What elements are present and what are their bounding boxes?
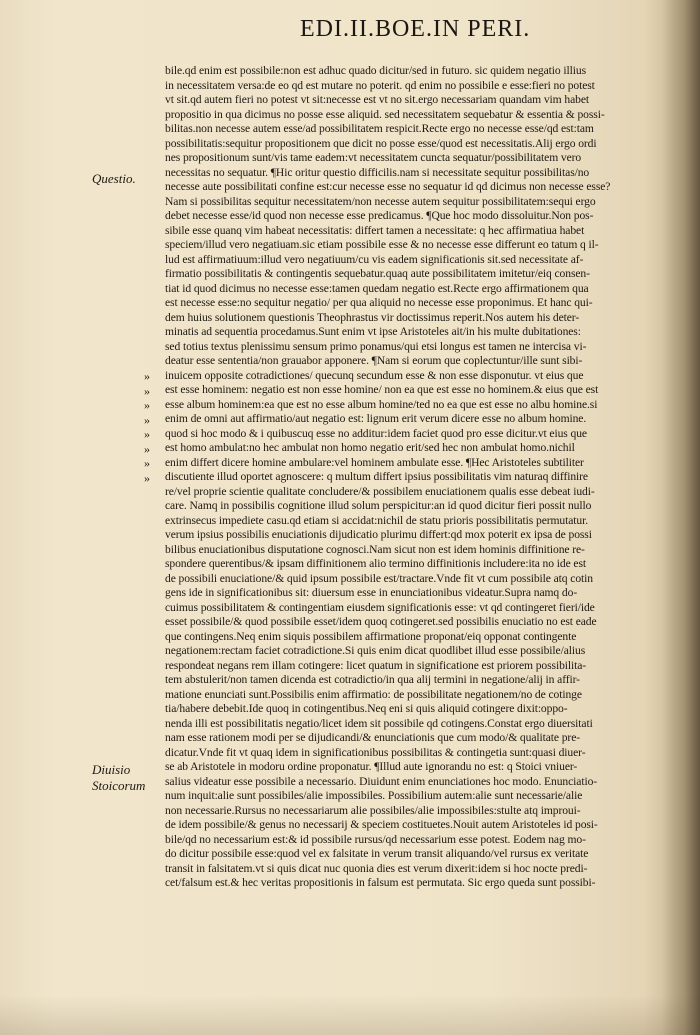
text-line: possibilitatis:sequitur propositionem que dicit no posse esse/quod est necessitatis.Alij ergo ordi: [165, 136, 597, 150]
text-line: re/vel proprie scientie qualitate concludere/& possibilem enuciationem qualis esse debeat iudi-: [165, 484, 595, 498]
text-line: dicatur.Vnde fit vt quaq idem in significationibus possibilitas & contingetia sunt:quasi diuer-: [165, 745, 586, 759]
text-line: bilibus enuciationibus disputatione cognosci.Nam sicut non est idem hominis diffinitione re-: [165, 542, 585, 556]
text-line: extrinsecus impediete casu.qd etiam si accidat:nichil de statu prioris possibilitatis permutatur.: [165, 513, 589, 527]
text-line: lud est affirmatiuum:illud vero negatiuum/cu vis eadem significationis sit.sed necessitate af-: [165, 252, 584, 266]
text-line: de possibili enuciatione/& quid ipsum possibile est/tractare.Vnde fit vt cum possibile atq cotin: [165, 571, 593, 585]
text-line: in necessitatem versa:de eo qd est mutare no poterit. qd enim no possibile e esse:fieri no potest: [165, 78, 595, 92]
text-line: bile.qd enim est possibile:non est adhuc quado dicitur/sed in futuro. sic quidem negatio illius: [165, 64, 587, 77]
text-line: num inquit:alie sunt possibiles/alie impossibiles. Possibilium autem:alie sunt necessarie/alie: [165, 789, 583, 802]
margin-note-questio: Questio.: [92, 171, 136, 186]
text-line: necesse aute possibilitati confine est:cur necesse esse no sequatur id qd dicimus non necesse esse?: [165, 180, 611, 193]
text-line: necessitas no sequatur. ¶Hic oritur questio difficilis.nam si necessitate sequitur possibilitas/no: [165, 165, 590, 179]
text-line: tia/habere debebit.Ide quoq in cotingentibus.Neq eni si quis aliquid cotingere dixit:oppo-: [165, 702, 568, 715]
text-line: que contingens.Neq enim siquis possibilem affirmatione proponat/eiq opponat contingente: [165, 629, 577, 643]
text-line: cuimus possibilitatem & contingentiam eiusdem significationis esse: vt qd contingeret fieri/ide: [165, 600, 595, 614]
quotation-marker: »: [144, 384, 150, 398]
text-line: dem huius solutionem questionis Theophrastus vir doctissimus reperit.Nos autem his deter-: [165, 310, 580, 324]
text-line: inuicem opposite cotradictiones/ quecunq secundum esse & non esse disponutur. vt eius que: [165, 368, 584, 382]
text-line: minatis ad sequentia procedamus.Sunt enim vt ipse Aristoteles ait/in his multe dubitationes:: [165, 325, 581, 338]
text-line: se ab Aristotele in modoru ordine proponatur. ¶Illud aute ignorandu no est: q Stoici vniuer-: [165, 760, 578, 773]
text-line: spondere querentibus/& ipsam diffinitionem alio termino diffinitionis includere:ita no ide est: [165, 557, 586, 570]
quotation-marker: »: [144, 369, 150, 383]
text-line: quod si hoc modo & i quibuscuq esse no additur:idem faciet quod pro esse dicitur.vt eius que: [165, 426, 587, 440]
text-line: nes propositionum sunt/vis tame eadem:vt necessitatem cuncta sequatur/possibilitatem vero: [165, 151, 582, 164]
text-line: speciem/illud vero negatiuam.sic etiam possibile esse & no necesse esse differunt eo tatum q il-: [165, 238, 599, 251]
body-text: [165, 64, 665, 891]
text-line: matione enunciati sunt.Possibilis enim affirmatio: de possibilitate negationem/no de cotinge: [165, 687, 582, 701]
text-line: esset possibile/& quod possibile esset/idem quoq cotingeret.sed possibilis enuciatio no est eade: [165, 615, 597, 628]
text-line: enim de omni aut affirmatio/aut negatio est: lignum erit verum dicere esse no album homine.: [165, 412, 587, 425]
text-line: est esse hominem: negatio est non esse homine/ non ea que est esse no hominem.& eius que est: [165, 383, 599, 396]
text-line: sibile esse quanq vim habeat necessitatis: differt tamen a necessitate: q hec affirmatiua habet: [165, 223, 585, 237]
text-line: enim differt dicere homine ambulare:vel hominem ambulate esse. ¶Hec Aristoteles subtiliter: [165, 455, 584, 469]
text-line: discutiente illud oportet agnoscere: q multum differt ipsius possibilitatis vim naturaq diffinire: [165, 470, 588, 483]
text-line: deatur esse sententia/non grauabor apponere. ¶Nam si eorum que coplectuntur/ille sunt sibi-: [165, 354, 583, 367]
text-line: gens ide in significationibus sit: diuersum esse in enunciationibus videatur.Supra namq do-: [165, 586, 578, 599]
text-line: esse album hominem:ea que est no esse album homine/ted no ea que est esse no albu homine.si: [165, 397, 598, 411]
quotation-marker: »: [144, 398, 150, 412]
text-line: propositio in qua dicimus no posse esse aliquid. sed necessitatem sequebatur & essentia & possi-: [165, 107, 605, 121]
margin-note-diuisio: Diuisio: [92, 762, 131, 777]
text-line: de idem possibile/& genus no necessarij & speciem costituetes.Nouit autem Aristoteles id posi-: [165, 818, 598, 831]
text-line: respondeat negans rem illam cotingere: licet quatum in significatione est priorem possibilita-: [165, 658, 587, 672]
quotation-marker: »: [144, 456, 150, 470]
text-line: nenda illi est possibilitatis negatio/licet idem sit possibile qd cotingens.Constat ergo diuersitati: [165, 716, 593, 730]
text-line: negationem:rectam faciet cotradictione.Si quis enim dicat quodlibet illud esse possibile/alius: [165, 644, 586, 657]
text-line: debet necesse esse/id quod non necesse esse predicamus. ¶Que hoc modo dissoluitur.Non pos-: [165, 209, 594, 222]
page-gutter-shadow: [662, 0, 700, 1035]
page-bottom-edge: [0, 995, 700, 1035]
text-line: sed totius textus plenissimu sensum primo ponamus/qui etsi longus est tamen ne intercisa vi-: [165, 339, 587, 353]
quotation-marker: »: [144, 413, 150, 427]
text-line: non necessarie.Rursus no necessariarum alie possibiles/alie impossibiles:stulte atq improui-: [165, 803, 581, 817]
quotation-marker: »: [144, 442, 150, 456]
text-line: est necesse esse:no sequitur negatio/ per qua aliquid no necesse esse proponimus. Et hanc qui-: [165, 296, 593, 309]
text-line: vt sit.qd autem fieri no potest vt sit:necesse est vt no sit.ergo necessariam quandam vim habet: [165, 93, 589, 106]
text-line: verum ipsius possibilis enuciationis dijudicatio plurimu differt:qd mox poterit ex ipsa de possi: [165, 528, 592, 541]
quotation-marker: »: [144, 427, 150, 441]
quotation-marker: »: [144, 471, 150, 485]
text-line: transit in falsitatem.vt si quis dicat nuc quonia dies est verum dixerit:idem si hoc nocte predi-: [165, 861, 588, 875]
running-head: EDI.II.BOE.IN PERI.: [300, 16, 531, 42]
text-line: est homo ambulat:no hec ambulat non homo negatio erit/sed hec non ambulat homo.nichil: [165, 441, 575, 454]
text-line: do dicitur possibile esse:quod vel ex falsitate in verum transit aliquando/vel rursus ex veritate: [165, 847, 589, 860]
text-line: bilitas.non necesse autem esse/ad possibilitatem respicit.Recte ergo no necesse esse/qd est:tam: [165, 122, 594, 135]
text-line: tiat id quod dicimus no necesse esse:tamen quedam negatio est.Recte ergo affirmationem qua: [165, 281, 589, 295]
text-line: nam esse rationem modi per se dijudicandi/& enunciationis que cum modo/& qualitate pre-: [165, 731, 581, 744]
text-line: cet/falsum est.& hec veritas propositionis in falsum est permutata. Sic ergo queda sunt possibi-: [165, 876, 596, 889]
text-line: tem abstulerit/non tamen dicenda est cotradictio/in qua alij termini in negatione/alij in affir-: [165, 673, 580, 686]
text-line: bile/qd no necessarium est:& id possibile rursus/qd necessarium esse potest. Eodem nag mo-: [165, 832, 586, 846]
text-line: care. Namq in possibilis cognitione illud solum perspicitur:an id quod dicitur fieri possit nullo: [165, 499, 592, 512]
text-line: salius videatur esse possibile a necessario. Diuidunt enim enunciationes hoc modo. Enunciatio-: [165, 774, 598, 788]
text-line: Nam si possibilitas sequitur necessitatem/non necesse autem sequitur possibilitatem:sequi ergo: [165, 194, 596, 208]
margin-note-stoicorum: Stoicorum: [92, 778, 146, 793]
text-line: firmatio possibilitatis & contingentis sequebatur.quaq aute possibilitatem imitetur/eiq consen-: [165, 267, 590, 280]
